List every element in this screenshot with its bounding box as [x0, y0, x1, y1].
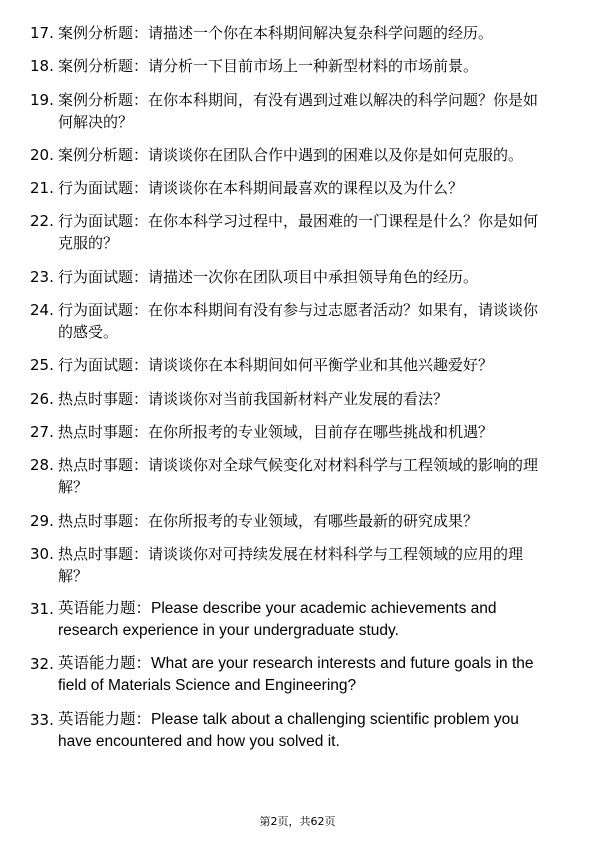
question-number: 25. [30, 356, 54, 375]
question-item-31 [30, 598, 565, 642]
question-number: 24. [30, 301, 54, 320]
question-number: 33. [30, 710, 54, 729]
question-number: 31. [30, 600, 54, 619]
page-footer [0, 815, 595, 829]
question-text: 热点时事题：在你所报考的专业领域，有哪些最新的研究成果？ [58, 511, 479, 530]
question-number: 22. [30, 212, 54, 231]
question-item-30 [30, 543, 565, 587]
question-number: 21. [30, 179, 54, 198]
question-item-29 [30, 510, 565, 532]
question-text: 热点时事题：在你所报考的专业领域，目前存在哪些挑战和机遇？ [58, 422, 494, 441]
question-number: 29. [30, 511, 54, 530]
question-item-17 [30, 22, 565, 44]
question-item-21 [30, 177, 565, 199]
question-number: 17. [30, 24, 54, 42]
question-text: 英语能力题：What are your research interests and future goals in the field of Materials Science and Engineering? [58, 655, 534, 695]
question-item-20 [30, 144, 565, 166]
question-text: 热点时事题：请谈谈你对全球气候变化对材料科学与工程领域的影响的理解？ [58, 456, 539, 497]
question-item-23 [30, 266, 565, 288]
question-number: 27. [30, 422, 54, 441]
question-item-24 [30, 299, 565, 343]
question-text: 英语能力题：Please talk about a challenging scientific problem you have encountered and how you solved it. [58, 710, 519, 750]
question-number: 32. [30, 655, 54, 674]
question-text: 案例分析题：请谈谈你在团队合作中遇到的困难以及你是如何克服的。 [58, 145, 524, 164]
question-item-22 [30, 210, 565, 254]
question-item-33 [30, 709, 565, 753]
question-text: 英语能力题：Please describe your academic achievements and research experience in your undergraduate study. [58, 600, 497, 640]
question-text: 热点时事题：请谈谈你对可持续发展在材料科学与工程领域的应用的理解？ [58, 544, 524, 585]
question-item-19 [30, 89, 565, 133]
question-item-25 [30, 354, 565, 376]
question-list [30, 22, 565, 764]
question-number: 18. [30, 57, 54, 76]
question-number: 23. [30, 267, 54, 286]
question-text: 行为面试题：请谈谈你在本科期间最喜欢的课程以及为什么？ [58, 179, 464, 198]
question-number: 20. [30, 145, 54, 164]
question-text: 行为面试题：请谈谈你在本科期间如何平衡学业和其他兴趣爱好？ [58, 356, 494, 375]
page-number-label: 第2页，共62页 [259, 815, 336, 828]
question-text: 行为面试题：在你本科学习过程中，最困难的一门课程是什么？你是如何克服的？ [58, 212, 539, 253]
question-item-27 [30, 421, 565, 443]
question-number: 26. [30, 389, 54, 408]
question-item-18 [30, 55, 565, 77]
question-item-26 [30, 388, 565, 410]
question-number: 30. [30, 544, 54, 563]
question-text: 行为面试题：请描述一次你在团队项目中承担领导角色的经历。 [58, 267, 479, 286]
question-text: 案例分析题：请分析一下目前市场上一种新型材料的市场前景。 [58, 57, 479, 76]
question-text: 案例分析题：请描述一个你在本科期间解决复杂科学问题的经历。 [58, 24, 494, 42]
question-item-28 [30, 454, 565, 498]
question-number: 19. [30, 90, 54, 109]
question-item-32 [30, 653, 565, 697]
question-number: 28. [30, 456, 54, 475]
question-text: 行为面试题：在你本科期间有没有参与过志愿者活动？如果有，请谈谈你的感受。 [58, 301, 539, 342]
question-text: 热点时事题：请谈谈你对当前我国新材料产业发展的看法？ [58, 389, 449, 408]
question-text: 案例分析题：在你本科期间，有没有遇到过难以解决的科学问题？你是如何解决的？ [58, 90, 539, 131]
